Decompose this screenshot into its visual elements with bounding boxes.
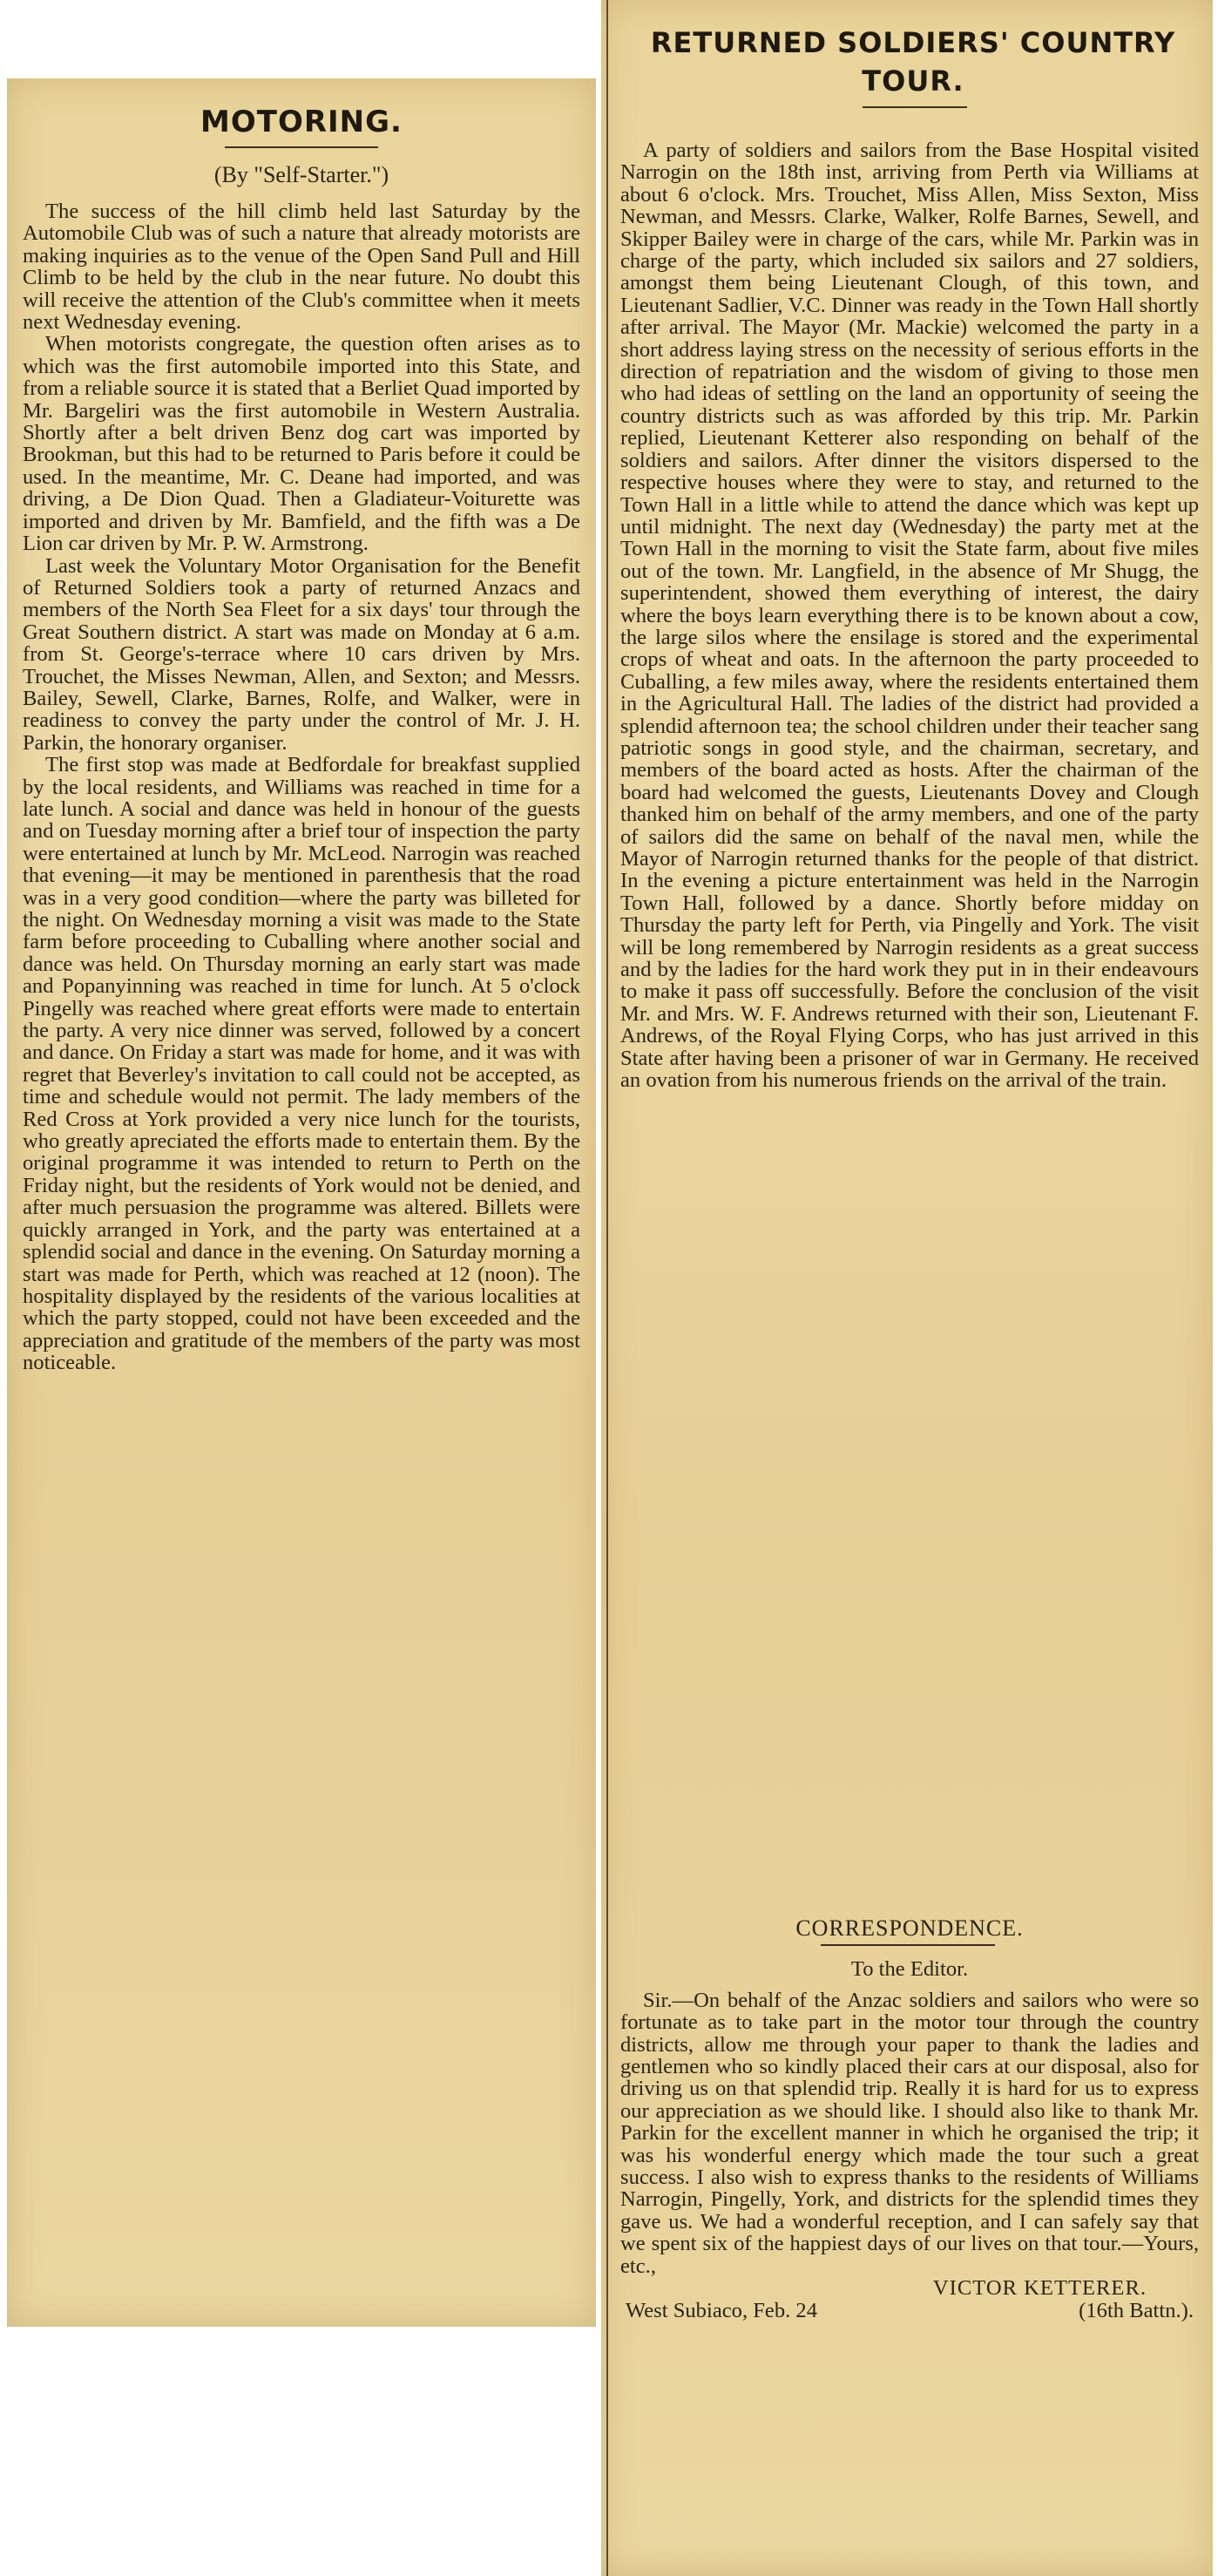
correspondence-salutation: To the Editor. [850,1957,969,1982]
motoring-paragraph: When motorists congregate, the question often arises as to which was the first automobile imported into this State, and from a reliable source it is stated that a Berliet Quad imported by Mr. Bargeliri was the first automobile in Western Australia. Shortly after a belt driven Benz dog cart was imported by Brookman, but this had to be returned to Paris before it could be used. In the meantime, Mr. C. Deane had imported, and was driving, a De Dion Quad. Then a Gladiateur-Voiturette was imported and driven by Mr. Bamfield, and the fifth was a De Lion car driven by Mr. P. W. Armstrong. [23,332,580,556]
correspondence-rule [821,1944,995,1946]
correspondence-place-date: West Subiaco, Feb. 24 [626,2298,818,2322]
correspondence-body: Sir.—On behalf of the Anzac soldiers and sailors who were so fortunate as to take part in the motor tour through the country districts, allow me through your paper to thank the ladies and gentlemen who so kindly placed their cars at our disposal, also for driving us on that splendid trip. Really it is hard for us to express our appreciation as we should like. I should also like to thank Mr. Parkin for the excellent manner in which he organised the trip; it was his wonderful energy which made the tour such a great success. I also wish to express thanks to the residents of Williams Narrogin, Pingelly, York, and districts for the splendid times they gave us. We had a wonderful reception, and I can safely say that we spent six of the happiest days of our lives on that tour.—Yours, etc., [620,1988,1199,2278]
motoring-paragraph: Last week the Voluntary Motor Organisation for the Benefit of Returned Soldiers took a party of returned Anzacs and members of the North Sea Fleet for a six days' tour through the Great Southern district. A start was made on Monday at 6 a.m. from St. George's-terrace where 10 cars driven by Mrs. Trouchet, the Misses Newman, Allen, and Sexton; and Messrs. Bailey, Sewell, Clarke, Barnes, Rolfe, and Walker, were in readiness to convey the party under the control of Mr. J. H. Parkin, the honorary organiser. [23,553,580,755]
tour-title-rule [863,106,967,108]
correspondence-signature: VICTOR KETTERER. [932,2276,1147,2301]
tour-title-line1: RETURNED SOLDIERS' COUNTRY [650,26,1176,59]
column-rule [606,0,608,2576]
motoring-title: MOTORING. [200,105,403,139]
correspondence-section [620,1917,1199,2322]
motoring-byline: (By "Self-Starter.") [213,162,389,187]
motoring-paragraph: The first stop was made at Bedfordale for breakfast supplied by the local residents, and Williams was reached in time for a late lunch. A social and dance was held in honour of the guests and on Tuesday morning after a brief tour of inspection the party were entertained at lunch by Mr. McLeod. Narrogin was reached that evening—it may be mentioned in parenthesis that the road was in a very good condition—where the party was billeted for the night. On Wednesday morning a visit was made to the State farm before proceeding to Cuballing where another social and dance was held. On Thursday morning an early start was made and Popanyinning was reached in time for lunch. At 5 o'clock Pingelly was reached where great efforts were made to entertain the party. A very nice dinner was served, followed by a concert and dance. On Friday a start was made for home, and it was with regret that Beverley's invitation to call could not be accepted, as time and schedule would not permit. The lady members of the Red Cross at York provided a very nice lunch for the tourists, who greatly apreciated the efforts made to entertain them. By the original programme it was intended to return to Perth on the Friday night, but the residents of York would not be denied, and after much persuasion the programme was altered. Billets were quickly arranged in York, and the party was entertained at a splendid social and dance in the evening. On Saturday morning a start was made for Perth, which was reached at 12 (noon). The hospitality displayed by the residents of the various localities at which the party stopped, could not have been exceeded and the appreciation and gratitude of the members of the party was most noticeable. [23,753,580,1375]
correspondence-unit: (16th Battn.). [1079,2298,1194,2322]
tour-clipping [601,0,1213,2576]
tour-article-body [620,139,1199,1091]
tour-title-line2: TOUR. [862,64,964,98]
motoring-title-rule [225,146,378,148]
motoring-clipping [7,78,596,2327]
tour-paragraph: A party of soldiers and sailors from the Base Hospital visited Narrogin on the 18th inst, arriving from Perth via Williams at about 6 o'clock. Mrs. Trouchet, Miss Allen, Miss Sexton, Miss Newman, and Messrs. Clarke, Walker, Rolfe Barnes, Sewell, and Skipper Bailey were in charge of the cars, while Mr. Parkin was in charge of the party, which included six sailors and 27 soldiers, amongst them being Lieutenant Clough, of this town, and Lieutenant Sadlier, V.C. Dinner was ready in the Town Hall shortly after arrival. The Mayor (Mr. Mackie) welcomed the party in a short address laying stress on the necessity of serious efforts in the direction of repatriation and the wisdom of giving to those men who had ideas of settling on the land an opportunity of seeing the country districts such as was afforded by this trip. Mr. Parkin replied, Lieutenant Ketterer also responding on behalf of the soldiers and sailors. After dinner the visitors dispersed to the respective houses where they were to stay, and returned to the Town Hall in a little while to attend the dance which was kept up until midnight. The next day (Wednesday) the party met at the Town Hall in the morning to visit the State farm, about five miles out of the town. Mr. Langfield, in the absence of Mr Shugg, the superintendent, showed them everything of interest, the dairy where the boys learn everything there is to be known about a cow, the large silos where the ensilage is stored and the experimental crops of wheat and oats. In the afternoon the party proceeded to Cuballing, a few miles away, where the residents entertained them in the Agricultural Hall. The ladies of the district had provided a splendid afternoon tea; the school children under their teacher sang patriotic songs in good style, and the chairman, secretary, and members of the board acted as hosts. After the chairman of the board had welcomed the guests, Lieutenants Dovey and Clough thanked him on behalf of the army members, and one of the party of sailors did the same on behalf of the naval men, while the Mayor of Narrogin returned thanks for the people of that district. In the evening a picture entertainment was held in the Narrogin Town Hall, followed by a dance. Shortly before midday on Thursday the party left for Perth, via Pingelly and York. The visit will be long remembered by Narrogin residents as a great success and by the ladies for the hard work they put in in their endeavours to make it pass off successfully. Before the conclusion of the visit Mr. and Mrs. W. F. Andrews returned with their son, Lieutenant F. Andrews, of the Royal Flying Corps, who has just arrived in this State after having been a prisoner of war in Germany. He received an ovation from his numerous friends on the arrival of the train. [620,139,1199,1093]
motoring-article-body [23,200,580,1374]
correspondence-heading: CORRESPONDENCE. [795,1915,1024,1941]
motoring-paragraph: The success of the hill climb held last Saturday by the Automobile Club was of such a nature that already motorists are making inquiries as to the venue of the Open Sand Pull and Hill Climb to be held by the club in the near future. No doubt this will receive the attention of the Club's committee when it meets next Wednesday evening. [23,200,580,335]
correspondence-meta [620,2300,1199,2322]
